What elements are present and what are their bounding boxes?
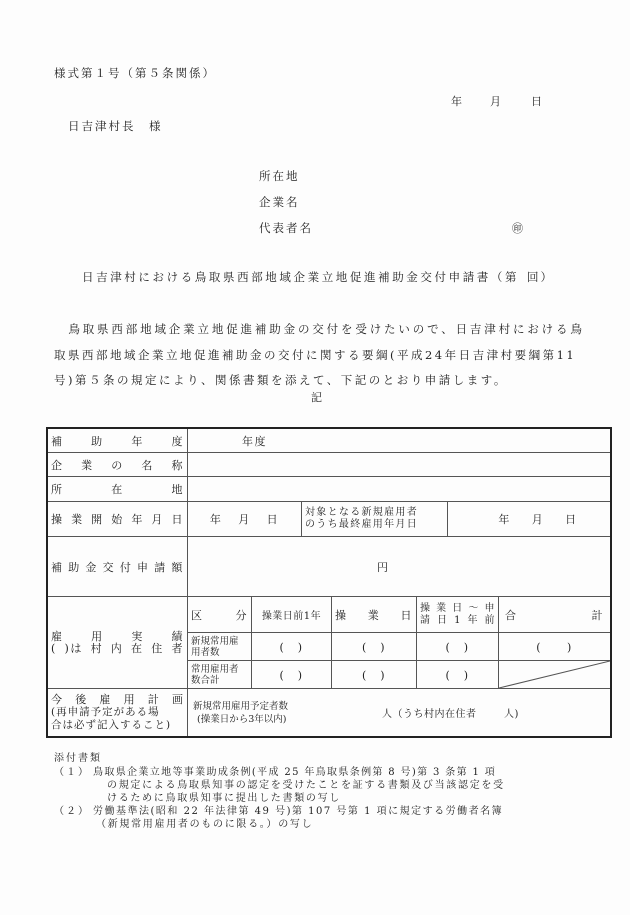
attachment-2-line-2: （新規常用雇用者のものに限る。）の写し bbox=[96, 819, 314, 830]
company-name-label bbox=[48, 453, 187, 476]
label-char: 年 bbox=[131, 513, 144, 526]
date-year: 年 bbox=[451, 95, 464, 108]
label-char: 者 bbox=[171, 641, 184, 655]
label-char: 付 bbox=[119, 560, 133, 574]
header-line-2 bbox=[420, 615, 495, 627]
label-char: 操 bbox=[51, 513, 64, 526]
representative-label: 代表者名 bbox=[259, 221, 313, 235]
label-char: 日 bbox=[437, 614, 448, 626]
label-char: 合 bbox=[505, 608, 518, 622]
addressee: 日吉津村長 様 bbox=[68, 119, 163, 133]
label-char: 操 bbox=[420, 602, 431, 614]
last-hire-date-label bbox=[302, 502, 447, 536]
label-char: ( bbox=[51, 641, 57, 655]
label-char: 在 bbox=[131, 641, 144, 655]
label-char: 内 bbox=[110, 641, 124, 655]
label-char: 績 bbox=[171, 629, 184, 643]
regular-total-op-day[interactable]: ( ) bbox=[361, 668, 387, 682]
label-char: 額 bbox=[171, 560, 184, 574]
operation-start-date[interactable] bbox=[188, 502, 301, 536]
diagonal-strike-icon bbox=[499, 661, 610, 688]
label-char: 地 bbox=[171, 483, 184, 496]
attachment-2-line-1: 労働基準法(昭和 22 年法律第 49 号)第 107 号第 1 項に規定する労働者名簿 bbox=[93, 806, 504, 817]
seal-icon: ㊞ bbox=[512, 222, 525, 235]
company-name-field[interactable] bbox=[188, 453, 610, 476]
label-char: 金 bbox=[85, 560, 98, 574]
label-char: 称 bbox=[171, 458, 184, 472]
label-char: 分 bbox=[235, 608, 248, 622]
date-day: 日 bbox=[531, 95, 544, 108]
planned-persons-resident[interactable]: 人) bbox=[504, 709, 519, 720]
employment-record-label bbox=[48, 597, 187, 688]
regular-total-before-1yr[interactable]: ( ) bbox=[279, 668, 304, 682]
body-line-1: 鳥取県西部地域企業立地促進補助金の交付を受けたいので、日吉津村における鳥 bbox=[54, 322, 585, 336]
label-line: 常用雇用者 bbox=[191, 663, 239, 675]
label-char: 月 bbox=[151, 513, 164, 526]
label-char: 用 bbox=[123, 693, 136, 706]
label-char: 住 bbox=[151, 641, 164, 655]
label-char: 企 bbox=[51, 458, 64, 472]
label-line: 新規常用雇 bbox=[191, 635, 239, 647]
application-table bbox=[46, 427, 612, 738]
form-number: 様式第１号（第５条関係） bbox=[54, 66, 216, 80]
subsidy-year-value[interactable]: 年度 bbox=[242, 434, 267, 448]
header-op-day bbox=[332, 597, 416, 632]
label-char: 区 bbox=[191, 608, 204, 622]
label-char: 後 bbox=[75, 693, 88, 706]
label-char: 申 bbox=[137, 560, 150, 574]
label-char: 今 bbox=[51, 693, 63, 706]
header-op-to-apply bbox=[417, 597, 498, 632]
label-char: 日 bbox=[452, 602, 463, 614]
ki-label: 記 bbox=[311, 391, 324, 404]
label-char: 請 bbox=[420, 614, 431, 626]
year-char: 年 bbox=[209, 513, 223, 526]
label-char: 所 bbox=[51, 483, 64, 496]
label-char: 年 bbox=[131, 434, 144, 448]
new-regular-op-day[interactable]: ( ) bbox=[361, 640, 387, 654]
label-char: 請 bbox=[154, 560, 167, 574]
label-line: 数合計 bbox=[191, 674, 220, 686]
regular-total-op-to-apply[interactable]: ( ) bbox=[445, 668, 470, 682]
label-char: 年 bbox=[467, 614, 478, 626]
operation-start-label bbox=[48, 502, 187, 536]
attachment-2-num: （２） bbox=[54, 806, 90, 817]
document-title-suffix: 回） bbox=[527, 270, 554, 284]
future-plan-line-3: 合は必ず記入すること) bbox=[51, 719, 172, 731]
label-char: 補 bbox=[51, 560, 64, 574]
label-line: のうち最終雇用年月日 bbox=[305, 519, 418, 530]
attachment-1-line-3: けるために鳥取県知事に提出した書類の写し bbox=[107, 793, 341, 804]
label-char: 前 bbox=[484, 614, 495, 626]
regular-total-label bbox=[188, 661, 251, 688]
new-regular-total[interactable]: ( ) bbox=[536, 640, 573, 654]
label-line: 新規常用雇用予定者数 bbox=[193, 700, 289, 712]
month-char: 月 bbox=[531, 513, 545, 526]
header-category bbox=[188, 597, 251, 632]
label-char: 業 bbox=[71, 513, 84, 526]
label-line: 対象となる新規雇用者 bbox=[305, 507, 418, 518]
future-plan-line-2: (再申請予定がある場 bbox=[51, 706, 160, 718]
day-char: 日 bbox=[266, 513, 280, 526]
label-char: 始 bbox=[111, 513, 124, 526]
location-label bbox=[48, 477, 187, 501]
yen-unit: 円 bbox=[377, 560, 390, 574]
subsidy-year-label bbox=[48, 429, 187, 452]
label-char: 計 bbox=[147, 693, 160, 706]
attachment-1-num: （１） bbox=[54, 767, 90, 778]
label-char: の bbox=[111, 458, 124, 472]
attachment-1-line-1: 鳥取県企業立地等事業助成条例(平成 25 年鳥取県条例第 8 号)第 3 条第 1 項 bbox=[93, 767, 497, 778]
label-char: 交 bbox=[102, 560, 116, 574]
label-char: 用 bbox=[91, 629, 104, 643]
header-before-1yr: 操業日前1年 bbox=[261, 611, 322, 622]
label-char: 在 bbox=[111, 483, 124, 496]
new-regular-before-1yr[interactable]: ( ) bbox=[279, 640, 304, 654]
label-char: 業 bbox=[81, 458, 94, 472]
address-label: 所在地 bbox=[259, 169, 300, 183]
location-field[interactable] bbox=[188, 477, 610, 501]
label-char: 1 bbox=[454, 614, 461, 626]
label-char: 雇 bbox=[51, 629, 64, 643]
label-char: 助 bbox=[68, 560, 81, 574]
label-char: 計 bbox=[591, 608, 604, 622]
label-char: 助 bbox=[91, 434, 104, 448]
future-plan-label bbox=[48, 689, 187, 736]
attachments-title: 添付書類 bbox=[54, 753, 102, 764]
label-char: 名 bbox=[141, 458, 154, 472]
planned-hires-label bbox=[188, 689, 348, 736]
header-total bbox=[499, 597, 610, 632]
label-char: 開 bbox=[91, 513, 104, 526]
amount-label bbox=[48, 537, 187, 596]
header-line-1 bbox=[420, 603, 495, 615]
label-char: 実 bbox=[131, 629, 144, 643]
label-char: 画 bbox=[171, 693, 184, 706]
year-char: 年 bbox=[498, 513, 511, 526]
label-char: 補 bbox=[51, 434, 64, 448]
label-char: 操 bbox=[335, 608, 348, 622]
label-char: ～ bbox=[468, 602, 479, 614]
label-char: 業 bbox=[367, 608, 381, 622]
label-char: )は bbox=[64, 641, 83, 655]
date-month: 月 bbox=[490, 95, 503, 108]
body-line-3: 号)第５条の規定により、関係書類を添えて、下記のとおり申請します。 bbox=[54, 373, 508, 387]
label-char: 雇 bbox=[99, 693, 112, 706]
label-line: 用者数 bbox=[191, 646, 220, 658]
amount-field[interactable] bbox=[188, 537, 610, 596]
attachment-1-line-2: の規定による鳥取県知事の認定を受けたことを証する書類及び当該認定を受 bbox=[107, 780, 505, 791]
new-regular-op-to-apply[interactable]: ( ) bbox=[445, 640, 470, 654]
new-regular-label bbox=[188, 633, 251, 660]
label-char: 日 bbox=[171, 513, 184, 526]
last-hire-date[interactable] bbox=[448, 502, 610, 536]
planned-persons[interactable]: 人（うち村内在住者 bbox=[382, 709, 477, 720]
employment-label-line-2 bbox=[51, 643, 184, 655]
label-char: 村 bbox=[90, 641, 104, 655]
label-line: (操業日から3年以内) bbox=[197, 713, 287, 725]
month-char: 月 bbox=[238, 513, 251, 526]
employment-label-line-1 bbox=[51, 631, 184, 643]
label-char: 申 bbox=[484, 602, 495, 614]
day-char: 日 bbox=[565, 513, 578, 526]
label-char: 業 bbox=[436, 602, 447, 614]
label-char: 日 bbox=[400, 608, 413, 622]
company-label: 企業名 bbox=[259, 195, 300, 209]
future-plan-line-1 bbox=[51, 693, 184, 706]
body-line-2: 取県西部地域企業立地促進補助金の交付に関する要綱(平成24年日吉津村要綱第11 bbox=[54, 348, 577, 362]
document-title: 日吉津村における鳥取県西部地域企業立地促進補助金交付申請書（第 bbox=[82, 270, 520, 284]
label-char: 度 bbox=[171, 434, 184, 448]
